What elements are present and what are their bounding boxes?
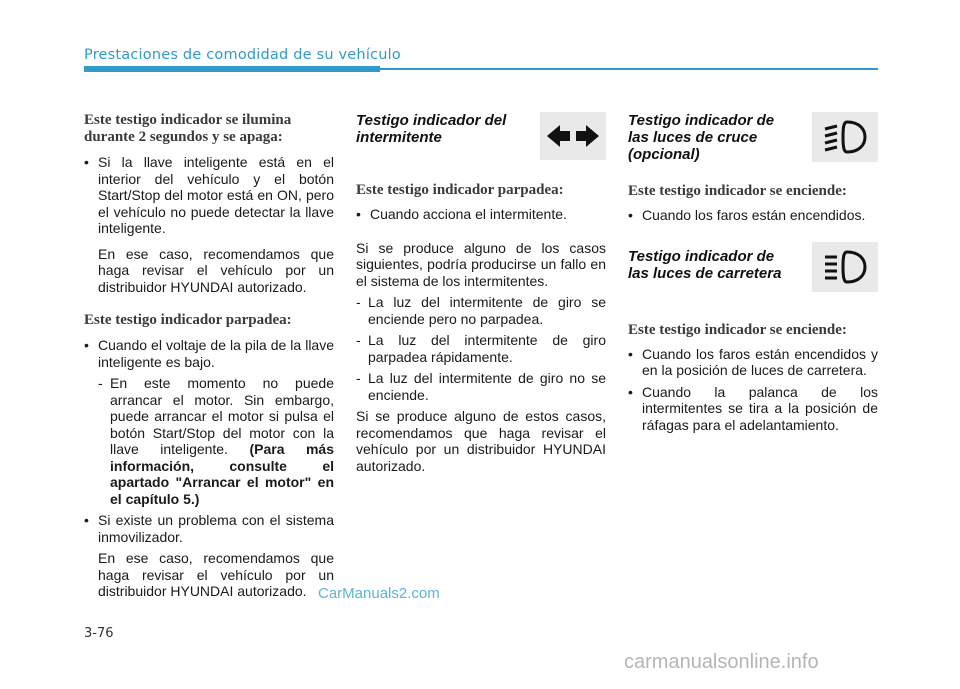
dash-no-light: - La luz del intermitente de giro no se enciende. — [356, 370, 606, 403]
bullet-headlights-on: • Cuando los faros están encendidos. — [628, 207, 878, 224]
turn-signal-icon-box — [540, 112, 606, 160]
watermark-carmanualsonline: carmanualsonline.info — [624, 651, 819, 673]
paragraph-recommend-2: En ese caso, recomendamos que haga revisar el vehículo por un distribuidor HYUNDAI autorizado. — [98, 550, 334, 599]
heading-illuminates: Este testigo indicador se ilumina durante 2 segundos y se apaga: — [84, 112, 292, 145]
high-beam-icon — [821, 248, 869, 286]
dash-cannot-start-ref: (Para más información, consulte el apartado "Arrancar el motor" en el capítulo 5.) — [110, 441, 335, 507]
bullet-activate-signal: • Cuando acciona el intermitente. — [356, 206, 606, 223]
dash-no-blink: - La luz del intermitente de giro se enciende pero no parpadea. — [356, 294, 606, 327]
section-header-title: Prestaciones de comodidad de su vehículo — [84, 47, 401, 63]
header-rule-thick — [84, 66, 380, 72]
watermark-carmanuals2: CarManuals2.com — [318, 585, 440, 602]
bullet-immobilizer: • Si existe un problema con el sistema inmovilizador. — [84, 512, 334, 545]
turn-signal-arrows-icon — [547, 124, 599, 148]
high-beam-title-row — [628, 248, 878, 292]
paragraph-recommend-3: Si se produce alguno de estos casos, recomendamos que haga revisar el vehículo por un distribuidor HYUNDAI autorizado. — [356, 408, 606, 474]
low-beam-icon-box — [812, 112, 878, 162]
dash-cannot-start-text: En este momento no puede arrancar el motor. Sin embargo, puede arrancar el motor si pulsa el botón Start/Stop del motor con la llave inteligente. — [110, 375, 334, 457]
paragraph-recommend-1: En ese caso, recomendamos que haga revisar el vehículo por un distribuidor HYUNDAI autorizado. — [98, 245, 334, 295]
bullet-low-battery: • Cuando el voltaje de la pila de la llave inteligente es bajo. — [84, 337, 334, 370]
bullet-high-beam-position: • Cuando los faros están encendidos y en la posición de luces de carretera. — [628, 346, 878, 379]
column-headlights — [628, 112, 878, 433]
page-number: 3-76 — [84, 626, 114, 641]
column-turn-signal — [356, 112, 606, 474]
dash-fast-blink: - La luz del intermitente de giro parpadea rápidamente. — [356, 332, 606, 365]
turn-signal-title: Testigo indicador del intermitente — [356, 112, 507, 146]
header-rule-thin — [380, 68, 878, 70]
low-beam-icon — [821, 118, 869, 156]
low-beam-title: Testigo indicador de las luces de cruce (opcional) — [628, 112, 775, 163]
bullet-flash-to-pass: • Cuando la palanca de los intermitentes se tira a la posición de ráfagas para el adelantamiento. — [628, 384, 878, 434]
high-beam-icon-box — [812, 242, 878, 292]
bullet-key-inside: • Si la llave inteligente está en el interior del vehículo y el botón Start/Stop del motor está en ON, pero el vehículo no puede detectar la llave inteligente. — [84, 154, 334, 237]
paragraph-failure-cases: Si se produce alguno de los casos siguientes, podría producirse un fallo en el sistema de los intermitentes. — [356, 239, 606, 289]
heading-high-beam-on: Este testigo indicador se enciende: — [628, 321, 847, 338]
low-beam-title-row — [628, 112, 878, 163]
heading-blinks: Este testigo indicador parpadea: — [84, 312, 292, 328]
turn-signal-title-row — [356, 112, 606, 160]
high-beam-title: Testigo indicador de las luces de carretera — [628, 247, 782, 282]
heading-low-beam-on: Este testigo indicador se enciende: — [628, 183, 847, 199]
dash-cannot-start — [84, 375, 334, 507]
heading-turn-blinks: Este testigo indicador parpadea: — [356, 182, 564, 198]
column-smart-key — [84, 112, 334, 600]
